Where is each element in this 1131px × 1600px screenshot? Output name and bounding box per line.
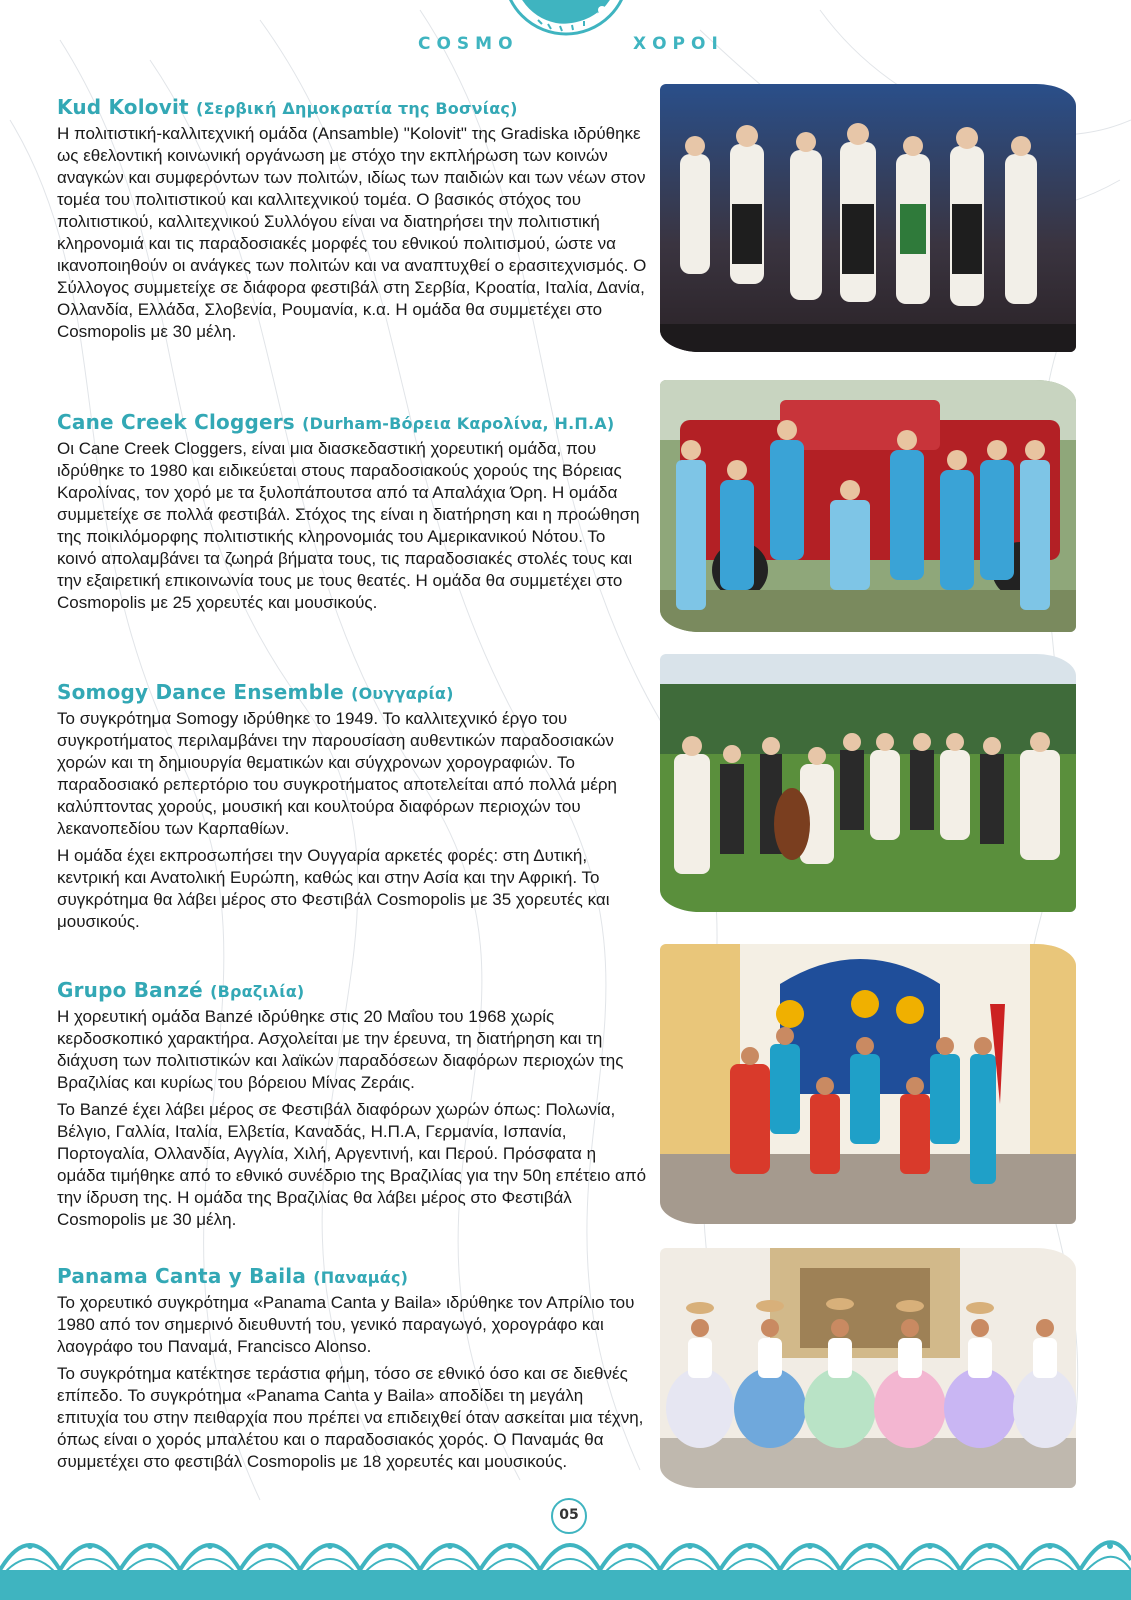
page-number: 05	[551, 1498, 587, 1534]
group-section-kud-kolovit	[57, 95, 647, 348]
photo-cane-creek	[660, 380, 1076, 632]
group-name: Panama Canta y Baila	[57, 1264, 307, 1288]
photo-somogy	[660, 654, 1076, 912]
header-brand	[0, 0, 1131, 90]
section-title	[57, 1264, 647, 1288]
group-section-banze	[57, 978, 647, 1236]
photo-banze	[660, 944, 1076, 1224]
photo-panama	[660, 1248, 1076, 1488]
brand-left-text: COSMO	[418, 34, 519, 54]
group-section-cane-creek	[57, 410, 647, 619]
group-country: (Ουγγαρία)	[351, 684, 454, 703]
group-name: Somogy Dance Ensemble	[57, 680, 344, 704]
section-paragraph: Η πολιτιστική-καλλιτεχνική ομάδα (Ansamble) "Kolovit" της Gradiska ιδρύθηκε ως εθελοντική κοινωνική οργάνωση με στόχο την εκπλήρωση των κοινών αναγκών και συμφερόντων των πολιτών, ιδίως των παιδιών και των νέων στον τομέα του πολιτιστικού και καλλιτεχνικού τομέα. Ο βασικός στόχος του πολιτιστικού, καλλιτεχνικού Συλλόγου είναι να διατηρήσει την πολιτιστική κληρονομιά και τις παραδοσιακές μορφές του εθνικού πολιτισμού, ώστε να ικανοποιηθούν οι ανάγκες των πολιτών και να αναπτυχθεί ο ερασιτεχνισμός. Ο Σύλλογος συμμετείχε σε διάφορα φεστιβάλ στη Σερβία, Κροατία, Ιταλία, Δανία, Ολλανδία, Ελλάδα, Σλοβενία, Ρουμανία, κ.α. Η ομάδα θα συμμετέχει στο Cosmopolis με 30 μέλη.	[57, 124, 647, 341]
group-section-somogy	[57, 680, 647, 938]
group-section-panama	[57, 1264, 647, 1478]
section-paragraph: Οι Cane Creek Cloggers, είναι μια διασκεδαστική χορευτική ομάδα, που ιδρύθηκε το 1980 και ειδικεύεται στους παραδοσιακούς χορούς της Βόρειας Καρολίνας, τον χορό με τα ξυλοπάπουτσα από τα Απαλάχια Όρη. Η ομάδα συμμετείχε σε πολλά φεστιβάλ. Στόχος της είναι η διατήρηση και η προώθηση της ποικιλόμορφης πολιτιστικής κληρονομιάς του Αμερικανικού Νότου. Το κοινό απολαμβάνει τα ζωηρά βήματα τους, τις παραδοσιακές στολές τους και την εξαιρετική επικοινωνία τους με τους θεατές. Η ομάδα θα συμμετέχει στο Cosmopolis με 25 χορευτές και μουσικούς.	[57, 439, 640, 612]
group-name: Cane Creek Cloggers	[57, 410, 295, 434]
section-title	[57, 95, 647, 119]
group-name: Kud Kolovit	[57, 95, 189, 119]
section-title	[57, 978, 647, 1002]
photo-kud-kolovit	[660, 84, 1076, 352]
group-country: (Σερβική Δημοκρατία της Βοσνίας)	[195, 99, 518, 118]
section-paragraph: Η χορευτική ομάδα Banzé ιδρύθηκε στις 20 Μαΐου του 1968 χωρίς κερδοσκοπικό χαρακτήρα. Ασχολείται με την έρευνα, τη διατήρηση και τη διάχυση των πολιτιστικών και λαϊκών παραδόσεων διαφόρων περιοχών της Βραζιλίας και κυρίως του βόρειου Μίνας Ζεράις.	[57, 1007, 624, 1092]
section-paragraph: Η ομάδα έχει εκπροσωπήσει την Ουγγαρία αρκετές φορές: στη Δυτική, κεντρική και Ανατολική Ευρώπη, καθώς και στην Ασία και την Αφρική. Το συγκρότημα θα λάβει μέρος στο Φεστιβάλ Cosmopolis με 35 χορευτές και μουσικούς.	[57, 846, 610, 931]
group-country: (Παναμάς)	[313, 1268, 409, 1287]
section-paragraph: Το Banzé έχει λάβει μέρος σε Φεστιβάλ διαφόρων χωρών όπως: Πολωνία, Βέλγιο, Γαλλία, Ιταλία, Ελβετία, Καναδάς, Η.Π.Α, Γερμανία, Ισπανία, Πορτογαλία, Ολλανδία, Αγγλία, Χιλή, Αργεντινή, και Περού. Πρόσφατα η ομάδα τιμήθηκε από το εθνικό συνέδριο της Βραζιλίας για την 50η επέτειο από την ίδρυση της. Η ομάδα της Βραζιλίας θα λάβει μέρος στο Φεστιβάλ Cosmopolis με 30 μέλη.	[57, 1100, 647, 1229]
brand-right-text: ΧΟΡΟΙ	[633, 34, 724, 54]
cornucopia-logo-icon	[502, 0, 630, 76]
section-title	[57, 410, 647, 434]
group-country: (Durham-Βόρεια Καρολίνα, Η.Π.Α)	[302, 414, 615, 433]
section-paragraph: Το χορευτικό συγκρότημα «Panama Canta y Baila» ιδρύθηκε τον Απρίλιο του 1980 από τον σημερινό διευθυντή του, γενικό παραγωγό, χορογράφο και λαογράφο του Παναμά, Francisco Alonso.	[57, 1293, 635, 1356]
group-name: Grupo Banzé	[57, 978, 203, 1002]
section-paragraph: Το συγκρότημα Somogy ιδρύθηκε το 1949. Το καλλιτεχνικό έργο του συγκροτήματος περιλαμβάνει την παρουσίαση αυθεντικών παραδοσιακών χορών και τη δημιουργία θεματικών και σύγχρονων χορογραφιών. Το παραδοσιακό ρεπερτόριο του συγκροτήματος αποτελείται από πολλά μέρη καλύπτοντας χορούς, μουσική και κουλτούρα διαφόρων περιοχών του λεκανοπεδίου των Καρπαθίων.	[57, 709, 617, 838]
group-country: (Βραζιλία)	[210, 982, 305, 1001]
section-paragraph: Το συγκρότημα κατέκτησε τεράστια φήμη, τόσο σε εθνικό όσο και σε διεθνές επίπεδο. Το συγκρότημα «Panama Canta y Baila» αποδίδει τη μεγάλη επιτυχία του στην πειθαρχία που πρέπει να επιδειχθεί όταν ασκείται μια τέχνη, όπως είναι ο χορός μπαλέτου και ο παραδοσιακός χορός. Ο Παναμάς θα συμμετέχει στο φεστιβάλ Cosmopolis με 18 χορευτές και μουσικούς.	[57, 1364, 644, 1471]
section-title	[57, 680, 647, 704]
